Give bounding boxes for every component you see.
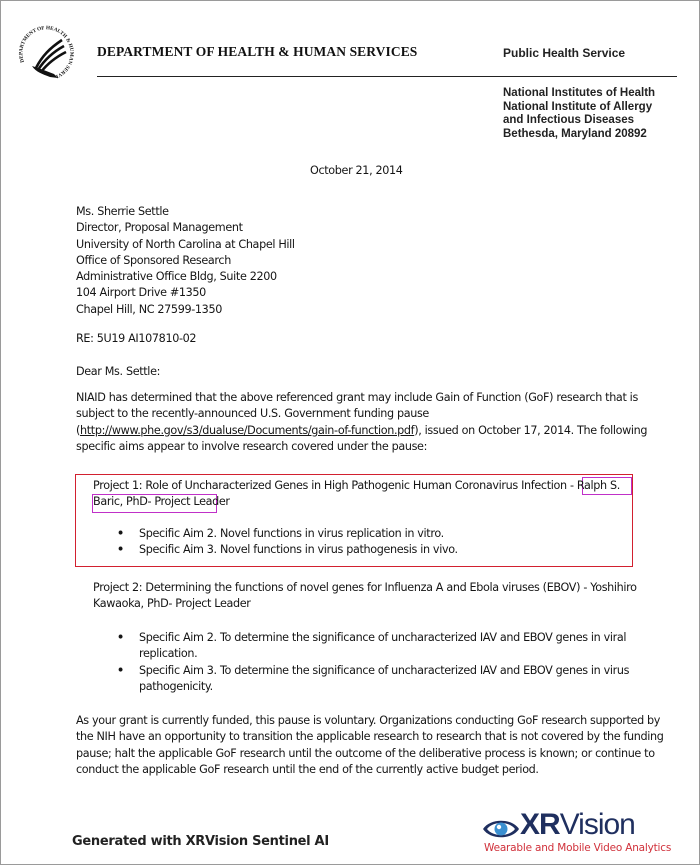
recipient-line: Ms. Sherrie Settle: [76, 205, 169, 218]
agency-address: [503, 87, 655, 141]
intro-text-end: ), issued on October 17, 2014. The following specific aims appear to involve research covered under the pause:: [76, 423, 648, 453]
recipient-line: Office of Sponsored Research: [76, 253, 231, 267]
aim-item: • Specific Aim 2. Novel functions in virus replication in vitro.: [95, 526, 625, 542]
logo-wordmark: [520, 808, 635, 842]
recipient-line: Chapel Hill, NC 27599-1350: [76, 302, 222, 316]
svg-text:DEPARTMENT OF HEALTH & HUMAN S: DEPARTMENT OF HEALTH & HUMAN SERVI: [18, 25, 75, 80]
recipient-address: [76, 204, 295, 318]
recipient-line: University of North Carolina at Chapel Hill: [76, 237, 295, 251]
intro-text: NIAID has determined that the above referenced grant may include Gain of Function (GoF) research that is subject to the recently-announced U.S. Government funding pause (: [76, 391, 638, 437]
generated-caption: Generated with XRVision Sentinel AI: [72, 834, 329, 849]
project-1-aims: [95, 526, 625, 559]
letter-date: October 21, 2014: [310, 164, 403, 177]
agency-line: and Infectious Diseases: [503, 114, 635, 127]
xrvision-logo: [482, 808, 672, 856]
recipient-line: 104 Airport Drive #1350: [76, 286, 206, 300]
paragraph-intro: [76, 390, 666, 455]
agency-line: Bethesda, Maryland 20892: [503, 127, 647, 140]
agency-line: National Institute of Allergy: [503, 100, 653, 113]
service-name: Public Health Service: [503, 46, 626, 60]
logo-wordmark-rest: Vision: [559, 808, 635, 841]
aim-item: • Specific Aim 3. To determine the significance of uncharacterized IAV and EBOV genes in virus pathogenicity.: [95, 663, 655, 696]
agency-line: National Institutes of Health: [503, 87, 656, 99]
logo-tagline: Wearable and Mobile Video Analytics: [484, 842, 672, 854]
hhs-seal-logo: [14, 22, 78, 86]
logo-wordmark-bold: XR: [520, 808, 560, 841]
project-2-heading: Project 2: Determining the functions of novel genes for Influenza A and Ebola viruses (EBOV) - Yoshihiro Kawaoka, PhD- Project Leader: [93, 581, 637, 611]
project-2-aims: [95, 630, 655, 695]
project-1-heading: [93, 478, 638, 511]
eye-icon: [482, 816, 520, 842]
recipient-line: Administrative Office Bldg, Suite 2200: [76, 270, 277, 284]
salutation: Dear Ms. Settle:: [76, 365, 161, 378]
aim-item: • Specific Aim 2. To determine the significance of uncharacterized IAV and EBOV genes in viral replication.: [95, 630, 655, 663]
policy-link[interactable]: http://www.phe.gov/s3/dualuse/Documents/gain-of-function.pdf: [80, 423, 415, 437]
project-1-title: Project 1: Role of Uncharacterized Genes in High Pathogenic Human Coronavirus Infection -: [93, 479, 577, 492]
project-1-leader: Ralph S. Baric, PhD- Project Leader: [93, 479, 620, 509]
recipient-line: Director, Proposal Management: [76, 221, 243, 235]
reference-line: RE: 5U19 AI107810-02: [76, 332, 197, 345]
department-heading: DEPARTMENT OF HEALTH & HUMAN SERVICES: [97, 44, 418, 59]
aim-item: • Specific Aim 3. Novel functions in virus pathogenesis in vivo.: [95, 542, 625, 558]
letterhead-divider: [97, 76, 677, 77]
paragraph-voluntary-pause: As your grant is currently funded, this pause is voluntary. Organizations conducting GoF research supported by the NIH have an opportunity to transition the applicable research to research that is not covered by the funding pause; halt the applicable GoF research until the outcome of the deliberative process is known; or continue to conduct the applicable GoF research until the end of the currently active budget period.: [76, 714, 664, 776]
